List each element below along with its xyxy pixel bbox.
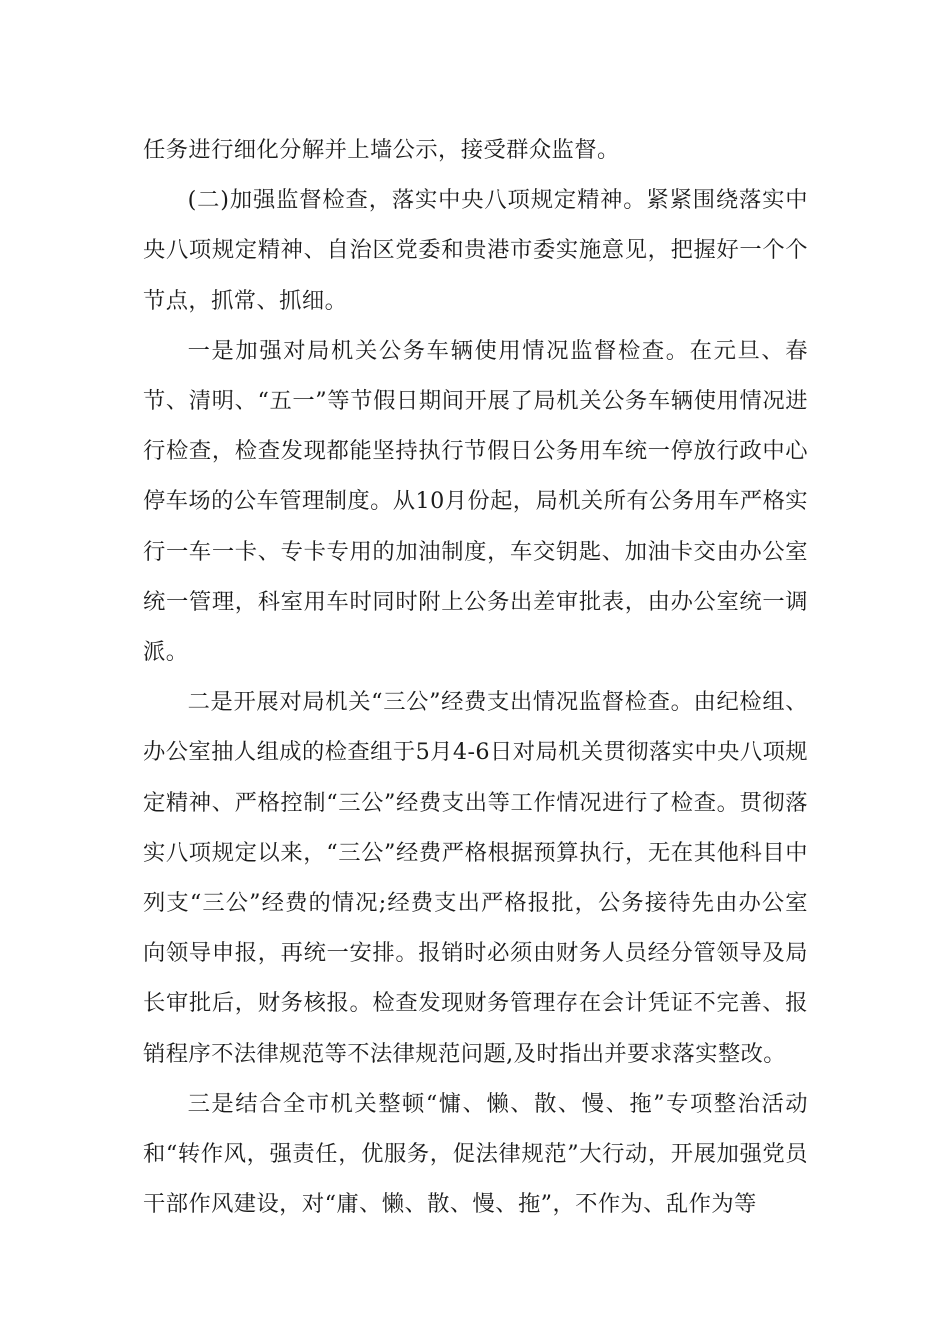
paragraph-vehicle-inspection: 一是加强对局机关公务车辆使用情况监督检查。在元旦、春节、清明、“五一”等节假日期间开展了局机关公务车辆使用情况进行检查，检查发现都能坚持执行节假日公务用车统一停放行政中心停车场的公车管理制度。从10月份起，局机关所有公务用车严格实行一车一卡、专卡专用的加油制度，车交钥匙、加油卡交由办公室统一管理，科室用车时同时附上公务出差审批表，由办公室统一调派。 (143, 337, 808, 666)
document-body (143, 125, 808, 1229)
paragraph-continuation: 任务进行细化分解并上墙公示，接受群众监督。 (143, 137, 620, 163)
paragraph-expense-inspection: 二是开展对局机关“三公”经费支出情况监督检查。由纪检组、办公室抽人组成的检查组于5月4-6日对局机关贯彻落实中央八项规定精神、严格控制“三公”经费支出等工作情况进行了检查。贯彻落实八项规定以来，“三公”经费严格根据预算执行，无在其他科目中列支“三公”经费的情况;经费支出严格报批，公务接待先由办公室向领导申报，再统一安排。报销时必须由财务人员经分管领导及局长审批后，财务核报。检查发现财务管理存在会计凭证不完善、报销程序不法律规范等不法律规范问题,及时指出并要求落实整改。 (143, 689, 808, 1067)
paragraph-section-heading: (二)加强监督检查，落实中央八项规定精神。紧紧围绕落实中央八项规定精神、自治区党委和贵港市委实施意见，把握好一个个节点，抓常、抓细。 (143, 187, 808, 314)
paragraph-work-style: 三是结合全市机关整顿“慵、懒、散、慢、拖”专项整治活动和“转作风，强责任，优服务，促法律规范”大行动，开展加强党员干部作风建设，对“庸、懒、散、慢、拖”，不作为、乱作为等 (143, 1090, 808, 1218)
